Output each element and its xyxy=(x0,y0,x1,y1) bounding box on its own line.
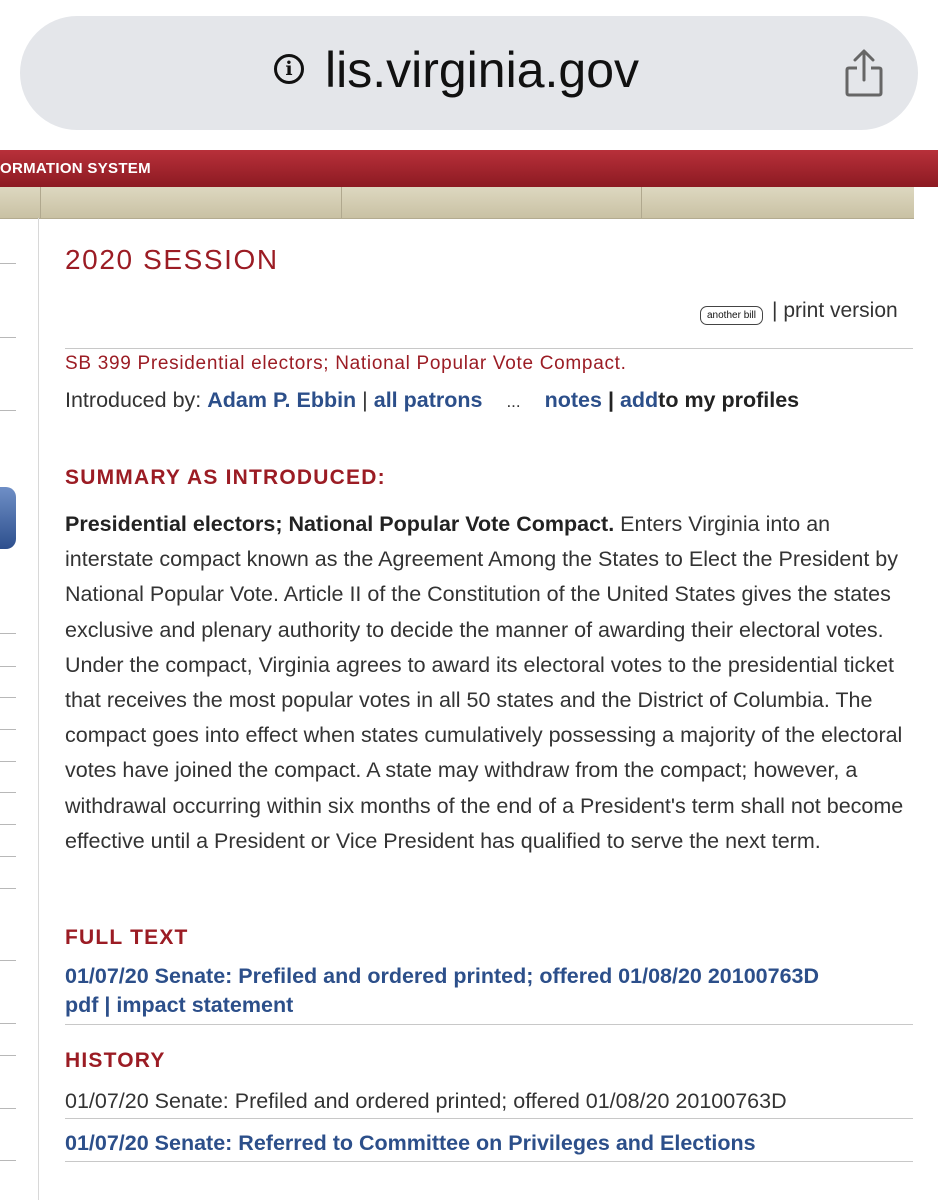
print-version-label: print version xyxy=(783,299,898,322)
left-nav-tick xyxy=(0,410,16,411)
separator: | xyxy=(772,299,778,322)
pdf-link[interactable]: pdf xyxy=(65,993,99,1017)
history-item: 01/07/20 Senate: Prefiled and ordered printed; offered 01/08/20 20100763D xyxy=(65,1089,787,1113)
print-version-link[interactable] xyxy=(772,299,898,323)
add-to-profiles-link[interactable]: add xyxy=(619,388,659,412)
left-column-divider xyxy=(38,218,39,1200)
all-patrons-link[interactable]: all patrons xyxy=(373,388,483,412)
left-nav-tick xyxy=(0,792,16,793)
full-text-links: pdf | impact statement xyxy=(65,993,294,1017)
url-text[interactable]: lis.virginia.gov xyxy=(325,42,640,98)
left-nav-tick xyxy=(0,824,16,825)
divider xyxy=(65,348,913,349)
left-nav-tick xyxy=(0,1160,16,1161)
patron-link[interactable]: Adam P. Ebbin xyxy=(207,388,357,412)
share-icon[interactable] xyxy=(842,48,886,98)
summary-text xyxy=(65,507,915,859)
history-heading: HISTORY xyxy=(65,1049,166,1072)
banner-title: ORMATION SYSTEM xyxy=(0,160,151,177)
summary-lead: Presidential electors; National Popular Vote Compact. xyxy=(65,512,615,536)
left-nav-tick xyxy=(0,888,16,889)
summary-heading: SUMMARY AS INTRODUCED: xyxy=(65,466,386,489)
left-nav-tick xyxy=(0,697,16,698)
summary-body: Enters Virginia into an interstate compact known as the Agreement Among the States to Elect the President by National Popular Vote. Article II of the Constitution of the United States gives the states exclusive and plenary authority to decide the manner of awarding their electoral votes. Under the compact, Virginia agrees to award its electoral votes to the presidential ticket that receives the most popular votes in all 50 states and the District of Columbia. The compact goes into effect when states cumulatively possessing a majority of the electoral votes have joined the compact. A state may withdraw from the compact; however, a withdrawal occurring within six months of the end of a President's term shall not become effective until a President or Vice President has qualified to serve the next term. xyxy=(65,512,904,853)
full-text-entry-link[interactable]: 01/07/20 Senate: Prefiled and ordered printed; offered 01/08/20 20100763D xyxy=(65,964,820,988)
session-title: 2020 SESSION xyxy=(65,244,279,275)
left-nav-tick xyxy=(0,856,16,857)
left-nav-tick xyxy=(0,1108,16,1109)
left-nav-tick xyxy=(0,666,16,667)
impact-statement-link[interactable]: impact statement xyxy=(116,993,294,1017)
left-nav-tick xyxy=(0,337,16,338)
left-nav-tick xyxy=(0,1055,16,1056)
left-nav-tick xyxy=(0,633,16,634)
divider xyxy=(65,1024,913,1025)
introduced-by-line: Introduced by: Adam P. Ebbin | all patrons ... notes | addto my profiles xyxy=(65,388,800,412)
left-nav-tick xyxy=(0,1023,16,1024)
full-text-heading: FULL TEXT xyxy=(65,926,189,949)
left-nav-tick xyxy=(0,729,16,730)
left-nav-tick xyxy=(0,761,16,762)
info-icon[interactable]: i xyxy=(274,54,304,84)
left-nav-tick xyxy=(0,263,16,264)
bill-title: SB 399 Presidential electors; National Popular Vote Compact. xyxy=(65,353,627,374)
another-bill-button[interactable]: another bill xyxy=(700,306,763,325)
profiles-label: to my profiles xyxy=(658,388,800,412)
introduced-by-label: Introduced by: xyxy=(65,388,202,412)
divider xyxy=(65,1118,913,1119)
site-banner xyxy=(0,150,938,187)
divider xyxy=(65,1161,913,1162)
left-nav-tick xyxy=(0,960,16,961)
left-nav-button[interactable] xyxy=(0,487,16,549)
ellipsis: ... xyxy=(506,392,521,411)
history-item-link[interactable]: 01/07/20 Senate: Referred to Committee on Privileges and Elections xyxy=(65,1131,756,1155)
nav-bar xyxy=(0,187,914,219)
notes-link[interactable]: notes xyxy=(544,388,602,412)
